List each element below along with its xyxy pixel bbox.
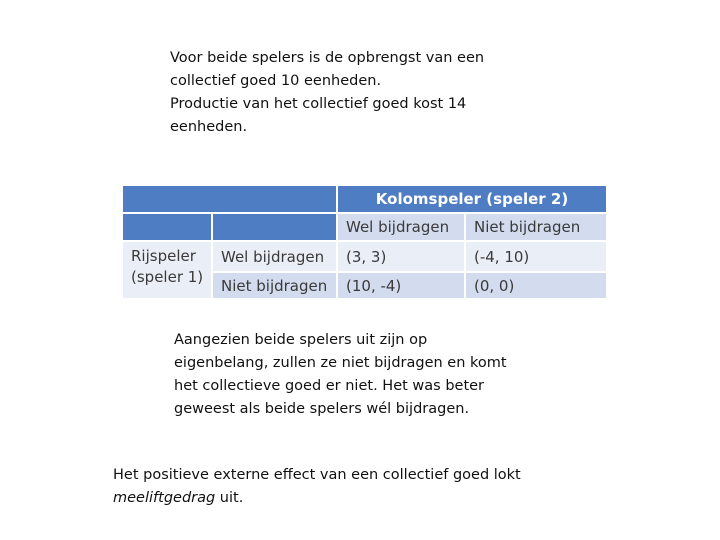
column-player-title: Kolomspeler (speler 2) <box>337 185 607 213</box>
table-header-row <box>122 185 607 213</box>
conclusion-line: Aangezien beide spelers uit zijn op <box>174 332 428 348</box>
intro-line: Voor beide spelers is de opbrengst van een <box>170 50 485 66</box>
payoff-matrix-table <box>121 184 608 300</box>
empty-corner-cell <box>122 185 337 213</box>
table-row <box>122 241 607 272</box>
footer-line: Het positieve externe effect van een collectief goed lokt <box>113 467 521 483</box>
conclusion-line: eigenbelang, zullen ze niet bijdragen en komt <box>174 355 507 371</box>
column-options-row <box>122 213 607 241</box>
empty-corner-cell <box>122 213 212 241</box>
row-player-line: Rijspeler <box>131 247 196 265</box>
conclusion-line: het collectieve goed er niet. Het was beter <box>174 378 485 394</box>
row-option-wel: Wel bijdragen <box>212 241 337 272</box>
conclusion-line: geweest als beide spelers wél bijdragen. <box>174 401 470 417</box>
payoff-cell: (-4, 10) <box>465 241 607 272</box>
footer-line <box>113 487 553 510</box>
empty-corner-cell <box>212 213 337 241</box>
payoff-cell: (0, 0) <box>465 272 607 299</box>
column-option-wel: Wel bijdragen <box>337 213 465 241</box>
footer-tail: uit. <box>215 490 244 506</box>
intro-line: Productie van het collectief goed kost 14 <box>170 96 467 112</box>
intro-line: collectief goed 10 eenheden. <box>170 73 382 89</box>
payoff-cell: (3, 3) <box>337 241 465 272</box>
conclusion-paragraph <box>174 329 524 421</box>
row-option-niet: Niet bijdragen <box>212 272 337 299</box>
intro-line: eenheden. <box>170 119 248 135</box>
italic-term: meeliftgedrag <box>113 490 216 506</box>
footer-paragraph <box>113 464 553 510</box>
row-player-line: (speler 1) <box>131 268 204 286</box>
row-player-label <box>122 241 212 299</box>
intro-paragraph <box>170 47 510 139</box>
column-option-niet: Niet bijdragen <box>465 213 607 241</box>
payoff-cell: (10, -4) <box>337 272 465 299</box>
